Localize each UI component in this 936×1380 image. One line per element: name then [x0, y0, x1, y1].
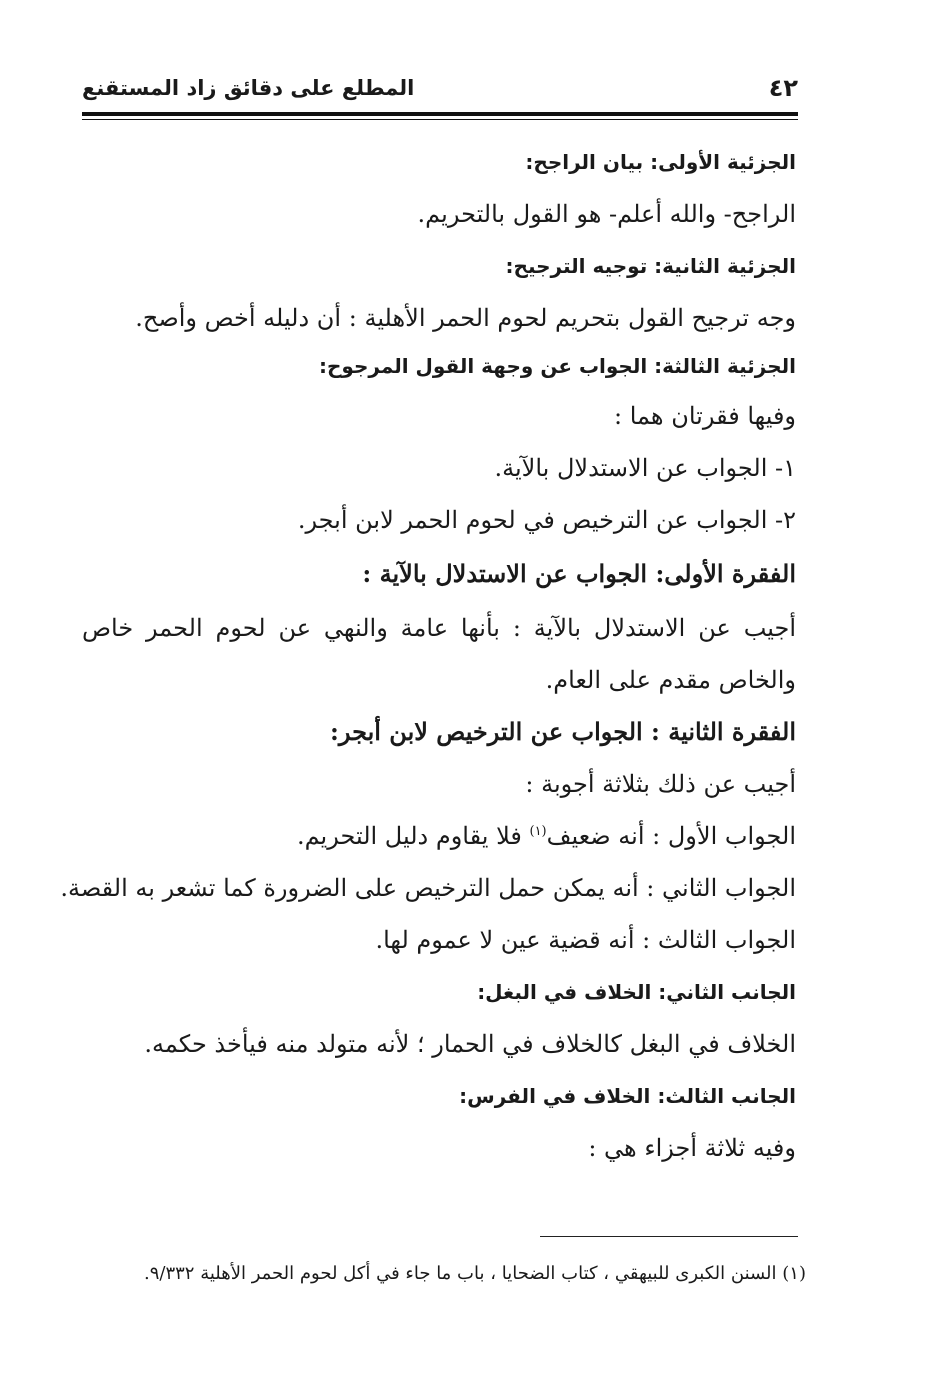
section-heading-first: الفقرة الأولى: الجواب عن الاستدلال بالآية :	[362, 559, 796, 588]
paragraph-line: والخاص مقدم على العام.	[545, 666, 796, 694]
footnote: (١) السنن الكبرى للبيهقي ، كتاب الضحايا ، باب ما جاء في أكل لحوم الحمر الأهلية ٩/٣٣٢.	[143, 1263, 806, 1284]
paragraph-line: وجه ترجيح القول بتحريم لحوم الحمر الأهلية : أن دليله أخص وأصح.	[135, 304, 796, 332]
paragraph-line: الجواب الثالث : أنه قضية عين لا عموم لها.	[375, 926, 796, 954]
paragraph-line: أجيب عن الاستدلال بالآية : بأنها عامة والنهي عن لحوم الحمر خاص	[82, 614, 796, 642]
subheading-part-one: الجزئية الأولى: بيان الراجح:	[525, 150, 796, 174]
running-header	[82, 68, 798, 108]
list-item: ١- الجواب عن الاستدلال بالآية.	[494, 454, 796, 482]
section-heading-second: الفقرة الثانية : الجواب عن الترخيص لابن أبجر:	[330, 717, 796, 746]
paragraph-line: وفيه ثلاثة أجزاء هي :	[588, 1134, 796, 1162]
book-title: المطلع على دقائق زاد المستقنع	[82, 76, 415, 100]
header-rule-thin	[82, 119, 798, 120]
list-item: ٢- الجواب عن الترخيص في لحوم الحمر لابن أبجر.	[297, 506, 796, 534]
subheading-horse: الجانب الثالث: الخلاف في الفرس:	[459, 1084, 796, 1108]
subheading-part-three: الجزئية الثالثة: الجواب عن وجهة القول المرجوح:	[319, 354, 796, 378]
footnote-separator	[540, 1236, 798, 1237]
paragraph-line: أجيب عن ذلك بثلاثة أجوبة :	[525, 770, 796, 798]
header-rule-thick	[82, 112, 798, 116]
page-number: ٤٢	[768, 74, 798, 102]
answer-one-text: الجواب الأول : أنه ضعيف	[546, 822, 796, 850]
answer-one-text-end: فلا يقاوم دليل التحريم.	[296, 822, 530, 850]
paragraph-line: الجواب الثاني : أنه يمكن حمل الترخيص على الضرورة كما تشعر به القصة.	[60, 874, 796, 902]
paragraph-line: الراجح- والله أعلم- هو القول بالتحريم.	[417, 200, 796, 228]
paragraph-line	[82, 810, 796, 862]
footnote-reference[interactable]: (١)	[529, 824, 547, 839]
subheading-mule: الجانب الثاني: الخلاف في البغل:	[477, 980, 796, 1004]
subheading-part-two: الجزئية الثانية: توجيه الترجيح:	[505, 254, 796, 278]
paragraph-line: وفيها فقرتان هما :	[614, 402, 796, 430]
paragraph-line: الخلاف في البغل كالخلاف في الحمار ؛ لأنه متولد منه فيأخذ حكمه.	[144, 1030, 796, 1058]
